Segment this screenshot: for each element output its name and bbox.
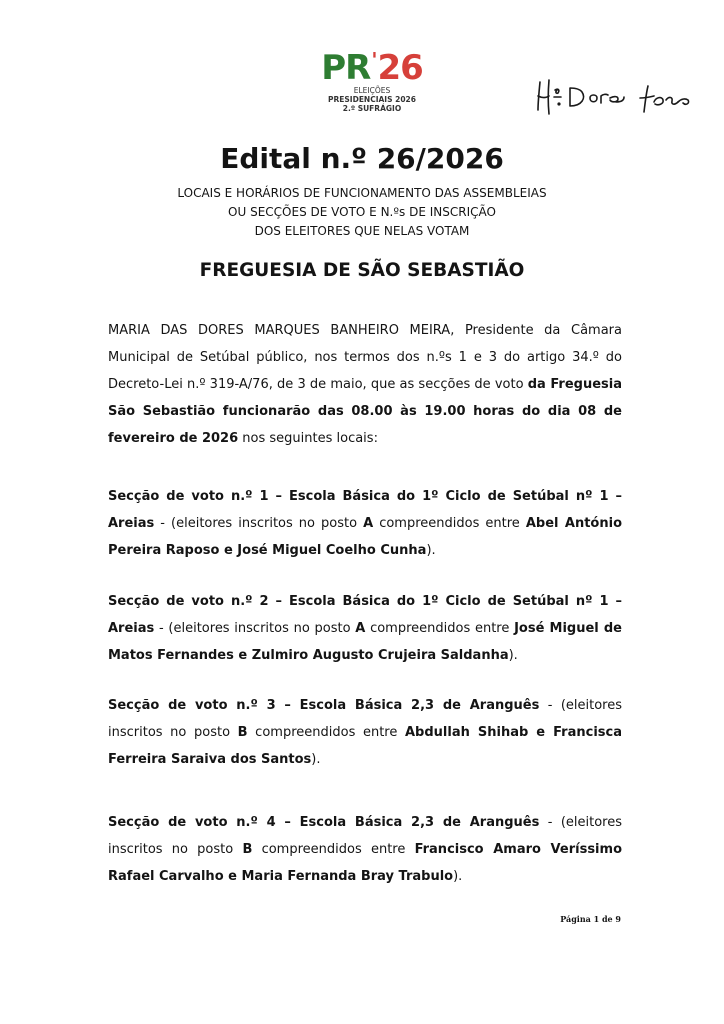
section-posto: B: [237, 725, 248, 740]
logo-line-1: ELEIÇÕES: [353, 86, 391, 95]
section-posto: B: [242, 842, 253, 857]
section-text: compreendidos entre: [365, 621, 515, 636]
section-text: ).: [311, 752, 321, 767]
section-text: compreendidos entre: [252, 842, 415, 857]
section-heading: Secção de voto n.º 4 – Escola Básica 2,3 de Aranguês: [108, 815, 540, 830]
logo-pr: PR: [321, 48, 371, 88]
parish-heading: FREGUESIA DE SÃO SEBASTIÃO: [199, 260, 525, 281]
section-heading: Secção de voto n.º 1 – Escola Básica do 1º Ciclo de Setúbal nº 1 – Areias: [108, 489, 622, 531]
section-text: compreendidos entre: [373, 516, 526, 531]
handwritten-signature: [532, 76, 702, 124]
subtitle-line: OU SECÇÕES DE VOTO E N.ºs DE INSCRIÇÃO: [228, 205, 496, 219]
logo-caption: [302, 86, 442, 113]
subtitle-line: LOCAIS E HORÁRIOS DE FUNCIONAMENTO DAS ASSEMBLEIAS: [177, 186, 547, 200]
page-number: Página 1 de 9: [560, 914, 621, 924]
section-text: - (eleitores inscritos no posto: [108, 815, 622, 857]
election-logo: [302, 50, 442, 113]
logo-line-2: PRESIDENCIAIS 2026: [328, 95, 416, 104]
intro-paragraph: [108, 317, 622, 452]
intro-ending: nos seguintes locais:: [238, 431, 378, 446]
section-text: - (eleitores inscritos no posto: [154, 516, 364, 531]
section-text: ).: [508, 648, 518, 663]
logo-line-3: 2.º SUFRÁGIO: [342, 104, 402, 113]
subtitle-line: DOS ELEITORES QUE NELAS VOTAM: [254, 224, 470, 238]
document-title: Edital n.º 26/2026: [220, 142, 504, 175]
section-range: Francisco Amaro Veríssimo Rafael Carvalho e Maria Fernanda Bray Trabulo: [108, 842, 622, 884]
section-range: Abdullah Shihab e Francisca Ferreira Saraiva dos Santos: [108, 725, 622, 767]
section-heading: Secção de voto n.º 3 – Escola Básica 2,3 de Aranguês: [108, 698, 540, 713]
section-heading: Secção de voto n.º 2 – Escola Básica do 1º Ciclo de Setúbal nº 1 – Areias: [108, 594, 622, 636]
section-text: ).: [453, 869, 463, 884]
section-posto: A: [355, 621, 366, 636]
section-range: Abel António Pereira Raposo e José Miguel Coelho Cunha: [108, 516, 622, 558]
section-posto: A: [363, 516, 374, 531]
section-range: José Miguel de Matos Fernandes e Zulmiro Augusto Crujeira Saldanha: [108, 621, 622, 663]
intro-text: MARIA DAS DORES MARQUES BANHEIRO MEIRA, Presidente da Câmara Municipal de Setúbal público, nos termos dos n.ºs 1 e 3 do artigo 34.º do Decreto-Lei n.º 319-A/76, de 3 de maio, que as secções de voto: [108, 323, 622, 392]
section-text: - (eleitores inscritos no posto: [154, 621, 356, 636]
section-text: - (eleitores inscritos no posto: [108, 698, 622, 740]
intro-schedule: da Freguesia São Sebastião funcionarão das 08.00 às 19.00 horas do dia 08 de fevereiro de 2026: [108, 377, 622, 446]
voting-section-2: [108, 588, 622, 669]
voting-section-4: [108, 809, 622, 890]
document-subtitle: [0, 184, 724, 241]
section-text: ).: [426, 543, 436, 558]
voting-section-1: [108, 483, 622, 564]
section-text: compreendidos entre: [247, 725, 405, 740]
logo-year: 26: [377, 48, 423, 88]
voting-section-3: [108, 692, 622, 773]
logo-mark: PR'26: [321, 48, 423, 88]
